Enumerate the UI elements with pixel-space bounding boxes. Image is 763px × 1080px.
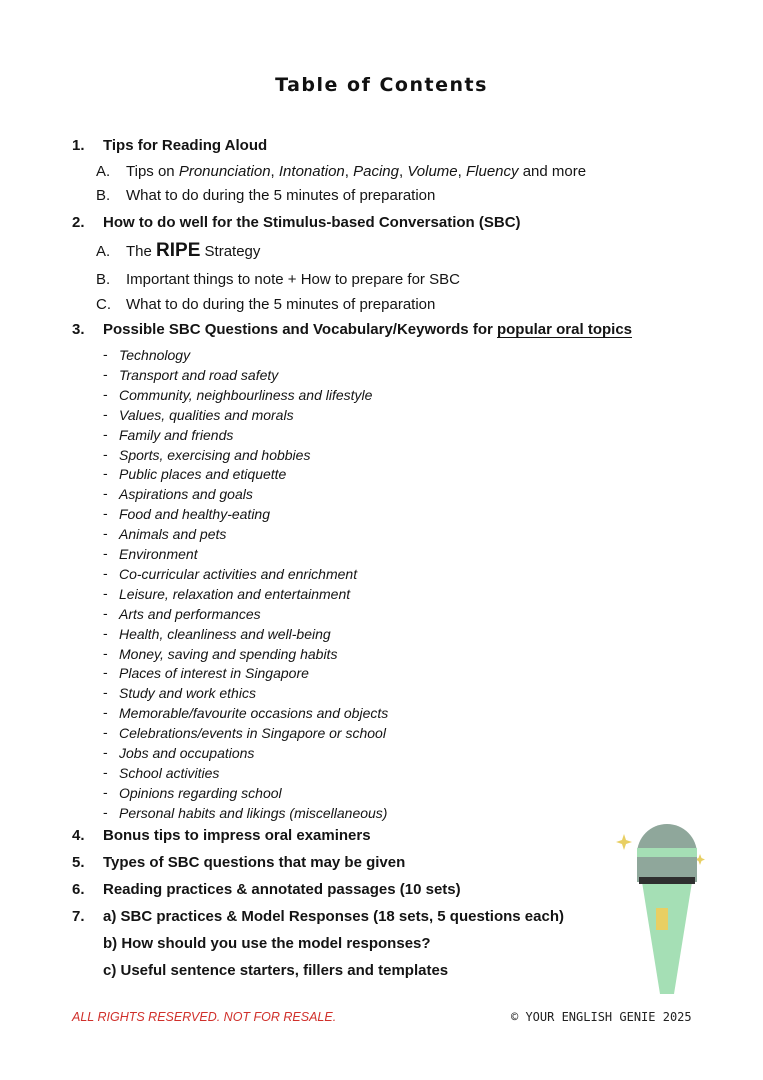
topic-bullet: - [103,664,108,681]
microphone-icon [612,818,712,998]
topic-bullet: - [103,584,108,601]
topic-item: Public places and etiquette [119,466,287,483]
topic-item: Leisure, relaxation and entertainment [119,585,351,602]
topic-bullet: - [103,704,108,721]
section-2-number: 2. [72,214,85,231]
section-7a-title: a) SBC practices & Model Responses (18 sets, 5 questions each) [103,908,564,925]
section-1b-letter: B. [96,187,111,204]
section-5-number: 5. [72,854,85,871]
topic-item: Family and friends [119,426,234,443]
topic-item: Sports, exercising and hobbies [119,446,311,463]
section-7c-title: c) Useful sentence starters, fillers and templates [103,962,449,979]
topic-bullet: - [103,763,108,780]
topic-bullet: - [103,485,108,502]
topic-bullet: - [103,346,108,362]
section-2c-text: What to do during the 5 minutes of preparation [126,296,436,313]
topic-bullet: - [103,803,108,820]
watermark [48,115,104,915]
section-6-title: Reading practices & annotated passages (10 sets) [103,881,461,898]
topic-bullet: - [103,525,108,542]
topic-item: Values, qualities and morals [119,406,294,423]
topic-bullet: - [103,644,108,661]
topic-bullet: - [103,724,108,741]
topic-bullet: - [103,624,108,641]
topic-bullet: - [103,744,108,760]
topic-bullet: - [103,545,108,561]
topic-bullet: - [103,445,108,462]
topic-item: Arts and performances [119,605,261,622]
topic-item: Community, neighbourliness and lifestyle [119,386,373,403]
section-4-title: Bonus tips to impress oral examiners [103,827,371,844]
topic-item: Celebrations/events in Singapore or school [119,725,386,742]
section-4-number: 4. [72,827,85,844]
topic-item: Opinions regarding school [119,784,282,801]
section-3-number: 3. [72,321,85,338]
copyright-notice: © YOUR ENGLISH GENIE 2025 [511,1010,692,1024]
section-7-number: 7. [72,908,85,925]
section-2c-letter: C. [96,296,111,313]
topic-bullet: - [103,365,108,382]
section-1b-text: What to do during the 5 minutes of preparation [126,187,436,204]
topic-item: Aspirations and goals [119,486,253,503]
section-2-title: How to do well for the Stimulus-based Conversation (SBC) [103,214,521,231]
section-6-number: 6. [72,881,85,898]
topic-item: Environment [119,546,198,562]
rights-notice: ALL RIGHTS RESERVED. NOT FOR RESALE. [72,1010,337,1024]
topic-item: Food and healthy-eating [119,506,270,523]
ripe-keyword: RIPE [156,240,201,261]
topic-item: Transport and road safety [119,366,279,383]
topic-bullet: - [103,564,108,581]
topic-item: Personal habits and likings (miscellaneous) [119,804,388,821]
popular-topics-link[interactable]: popular oral topics [496,321,632,338]
section-1a-text: Tips on Pronunciation, Intonation, Pacing, Volume, Fluency and more [126,163,587,180]
topic-item: Health, cleanliness and well-being [119,625,331,642]
section-2b-letter: B. [96,271,111,288]
section-7b-title: b) How should you use the model responses? [103,935,431,952]
topic-bullet: - [103,783,108,800]
section-1-number: 1. [72,137,85,154]
topic-item: School activities [119,764,220,781]
topic-bullet: - [103,405,108,422]
section-3-title: Possible SBC Questions and Vocabulary/Keywords for popular oral topics [103,321,632,338]
topic-bullet: - [103,465,108,482]
topic-item: Money, saving and spending habits [119,645,338,662]
topic-item: Memorable/favourite occasions and objects [119,705,389,722]
topic-bullet: - [103,604,108,621]
section-1-title: Tips for Reading Aloud [103,137,268,154]
topic-item: Jobs and occupations [119,745,255,761]
topic-item: Technology [119,347,191,363]
topic-bullet: - [103,425,108,442]
topic-bullet: - [103,505,108,522]
topic-bullet: - [103,684,108,701]
topic-item: Study and work ethics [119,685,256,702]
topic-bullet: - [103,385,108,402]
section-2a-text: The RIPE Strategy [126,240,261,261]
section-5-title: Types of SBC questions that may be given [103,854,406,871]
topic-item: Animals and pets [119,526,227,543]
section-2a-letter: A. [96,243,111,260]
topic-item: Co-curricular activities and enrichment [119,565,358,582]
page-title: Table of Contents [275,74,488,96]
section-2b-text: Important things to note + How to prepare for SBC [126,271,460,288]
topic-item: Places of interest in Singapore [119,665,309,682]
section-1a-letter: A. [96,163,111,180]
